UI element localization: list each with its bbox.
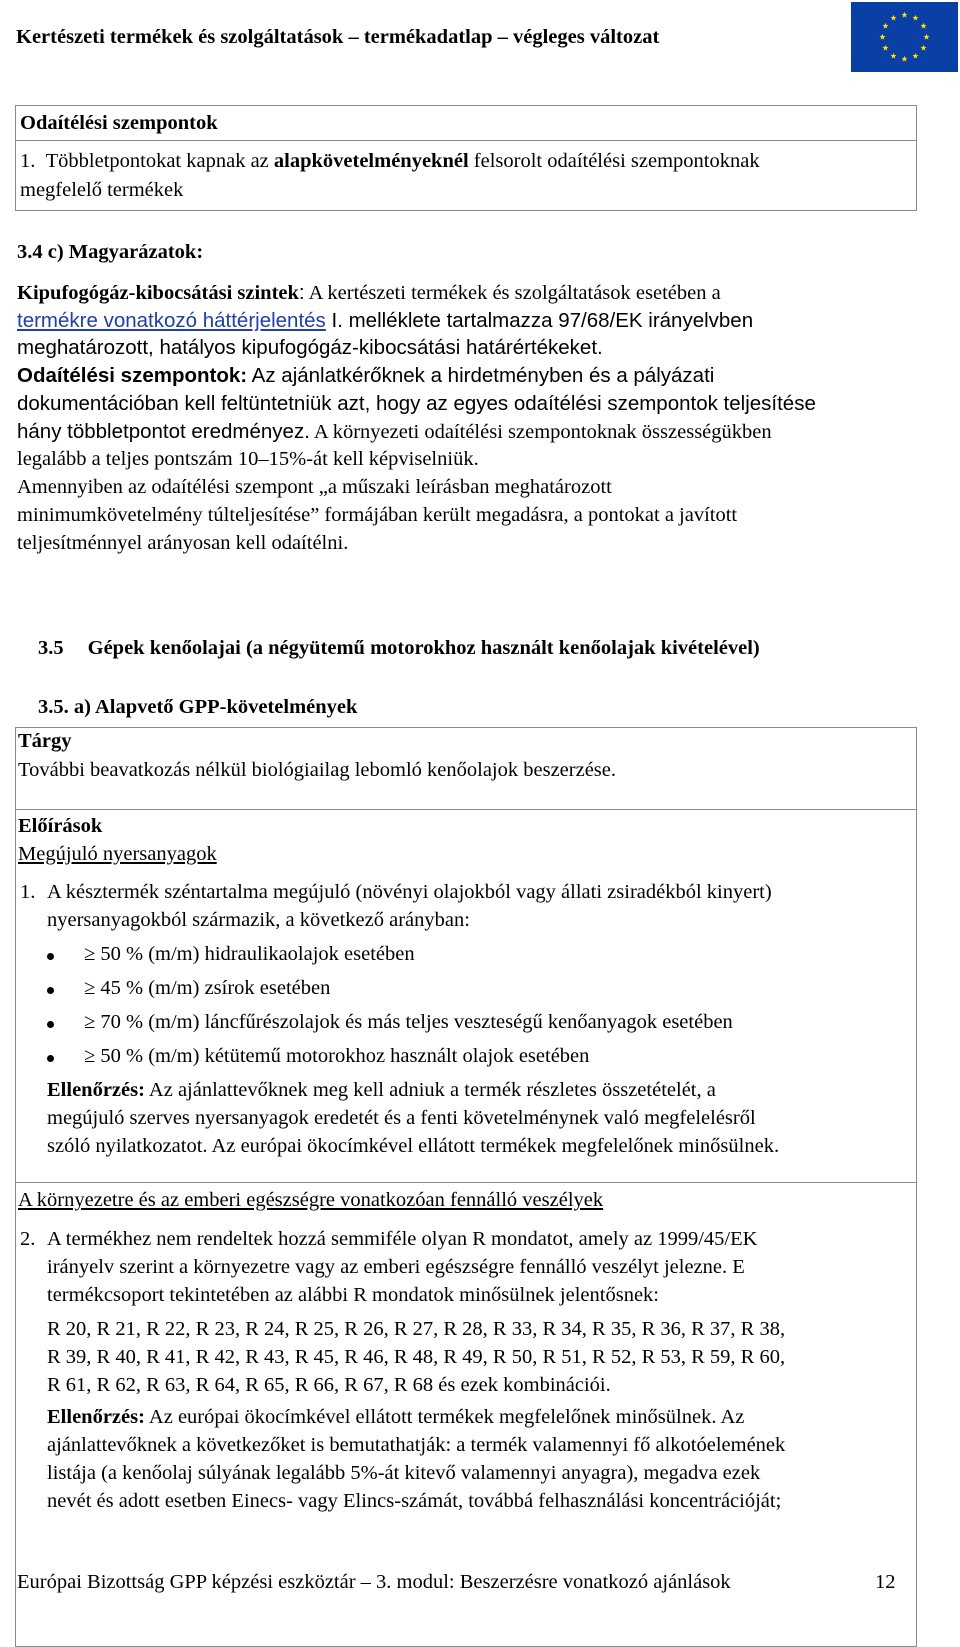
verification-2-line3: listája (a kenőolaj súlyának legalább 5%-át kitevő valamennyi anyagra), megadva ezek — [47, 1462, 761, 1484]
bullet-dot — [47, 1021, 54, 1028]
flag-star-icon — [882, 45, 888, 51]
document-header-title: Kertészeti termékek és szolgáltatások – termékadatlap – végleges változat — [16, 26, 660, 48]
award-item-1: 1. Többletpontokat kapnak az alapkövetelményeknél felsorolt odaítélési szempontoknak — [20, 150, 760, 172]
req-2-line1: A termékhez nem rendeltek hozzá semmiféle olyan R mondatot, amely az 1999/45/EK — [47, 1228, 758, 1250]
req-1-line1: A késztermék széntartalma megújuló (növényi olajokból vagy állati zsiradékból kinyert) — [47, 881, 772, 903]
bullet-dot — [47, 953, 54, 960]
verification-1-line1: Ellenőrzés: Az ajánlattevőknek meg kell adniuk a termék részletes összetételét, a — [47, 1079, 716, 1101]
explanation-p3-line1: Amennyiben az odaítélési szempont „a műszaki leírásban meghatározott — [17, 476, 612, 498]
explanation-p1-line3: meghatározott, hatályos kipufogógáz-kibocsátási határértékeket. — [17, 336, 603, 359]
explanation-p2-line1: Odaítélési szempontok: Az ajánlatkérőknek a hirdetményben és a pályázati — [17, 364, 715, 387]
verification-1-line3: szóló nyilatkozatot. Az európai ökocímkével ellátott termékek megfelelőnek minősülnek. — [47, 1135, 780, 1157]
verification-2-line1: Ellenőrzés: Az európai ökocímkével ellátott termékek megfelelőnek minősülnek. Az — [47, 1406, 745, 1428]
subject-heading: Tárgy — [18, 730, 72, 752]
requirements-heading: Előírások — [18, 815, 103, 837]
flag-star-icon — [923, 34, 929, 40]
req-1-number: 1. — [20, 881, 36, 903]
eu-flag-logo — [851, 2, 958, 72]
req-2-line3: termékcsoport tekintetében az alábbi R mondatok minősülnek jelentősnek: — [47, 1284, 659, 1306]
flag-star-icon — [890, 53, 896, 59]
explanation-p3-line3: teljesítménnyel arányosan kell odaítélni. — [17, 532, 349, 554]
footer-text: Európai Bizottság GPP képzési eszköztár – 3. modul: Beszerzésre vonatkozó ajánlások — [17, 1571, 737, 1594]
award-item-1-cont: megfelelő termékek — [20, 179, 184, 201]
background-report-link[interactable]: termékre vonatkozó háttérjelentés — [17, 309, 326, 332]
award-criteria-heading: Odaítélési szempontok — [20, 112, 218, 134]
flag-star-icon — [890, 15, 896, 21]
renewable-materials-heading: Megújuló nyersanyagok — [18, 843, 217, 865]
flag-star-icon — [912, 53, 918, 59]
verification-2-line4: nevét és adott esetben Einecs- vagy Elincs-számát, továbbá felhasználási koncentrációját; — [47, 1490, 782, 1512]
flag-star-icon — [879, 34, 885, 40]
explanations-heading: 3.4 c) Magyarázatok: — [17, 241, 204, 263]
bullet-dot — [47, 987, 54, 994]
bullet-item: ≥ 50 % (m/m) kétütemű motorokhoz használt olajok esetében — [84, 1045, 590, 1067]
flag-star-icon — [901, 12, 907, 18]
r-phrases-line1: R 20, R 21, R 22, R 23, R 24, R 25, R 26, R 27, R 28, R 33, R 34, R 35, R 36, R 37, R 38, — [47, 1318, 786, 1340]
section-3-5-a-heading: 3.5. a) Alapvető GPP-követelmények — [38, 696, 358, 718]
hazards-heading: A környezetre és az emberi egészségre vonatkozóan fennálló veszélyek — [18, 1189, 604, 1211]
flag-star-icon — [921, 45, 927, 51]
flag-star-icon — [901, 56, 907, 62]
explanation-p1-line2: termékre vonatkozó háttérjelentés I. melléklete tartalmazza 97/68/EK irányelvben — [17, 309, 754, 332]
bullet-item: ≥ 45 % (m/m) zsírok esetében — [84, 977, 331, 999]
req-2-number: 2. — [20, 1228, 36, 1250]
explanation-p3-line2: minimumkövetelmény túlteljesítése” formájában került megadásra, a pontokat a javított — [17, 504, 738, 526]
bullet-item: ≥ 70 % (m/m) láncfűrészolajok és más teljes veszteségű kenőanyagok esetében — [84, 1011, 733, 1033]
req-1-line2: nyersanyagokból származik, a következő arányban: — [47, 909, 470, 931]
verification-2-line2: ajánlattevőknek a következőket is bemutathatják: a termék valamennyi fő alkotóelemének — [47, 1434, 786, 1456]
verification-1-line2: megújuló szerves nyersanyagok eredetét és a fenti követelménynek való megfelelésről — [47, 1107, 756, 1129]
flag-star-icon — [882, 23, 888, 29]
explanation-p1-line1: Kipufogógáz-kibocsátási szintek: A kertészeti termékek és szolgáltatások esetében a — [17, 281, 721, 304]
explanation-p2-line4: legalább a teljes pontszám 10–15%-át kell képviselniük. — [17, 448, 479, 470]
r-phrases-line2: R 39, R 40, R 41, R 42, R 43, R 45, R 46, R 48, R 49, R 50, R 51, R 52, R 53, R 59, R 60, — [47, 1346, 786, 1368]
explanation-p2-line2: dokumentációban kell feltüntetniük azt, hogy az egyes odaítélési szempontok teljesítése — [17, 392, 816, 415]
flag-star-icon — [921, 23, 927, 29]
flag-star-icon — [912, 15, 918, 21]
bullet-dot — [47, 1055, 54, 1062]
explanation-p2-line3: hány többletpontot eredményez. A környezeti odaítélési szempontoknak összességükben — [17, 420, 772, 443]
req-2-line2: irányelv szerint a környezetre vagy az emberi egészségre fennálló veszélyt jelezne. E — [47, 1256, 745, 1278]
section-3-5-heading: 3.5 Gépek kenőolajai (a négyütemű motorokhoz használt kenőolajak kivételével) — [38, 637, 760, 659]
page-number: 12 — [871, 1571, 900, 1594]
subject-text: További beavatkozás nélkül biológiailag lebomló kenőolajok beszerzése. — [18, 759, 616, 781]
r-phrases-line3: R 61, R 62, R 63, R 64, R 65, R 66, R 67, R 68 és ezek kombinációi. — [47, 1374, 611, 1396]
bullet-item: ≥ 50 % (m/m) hidraulikaolajok esetében — [84, 943, 415, 965]
eu-stars-icon — [851, 2, 958, 72]
